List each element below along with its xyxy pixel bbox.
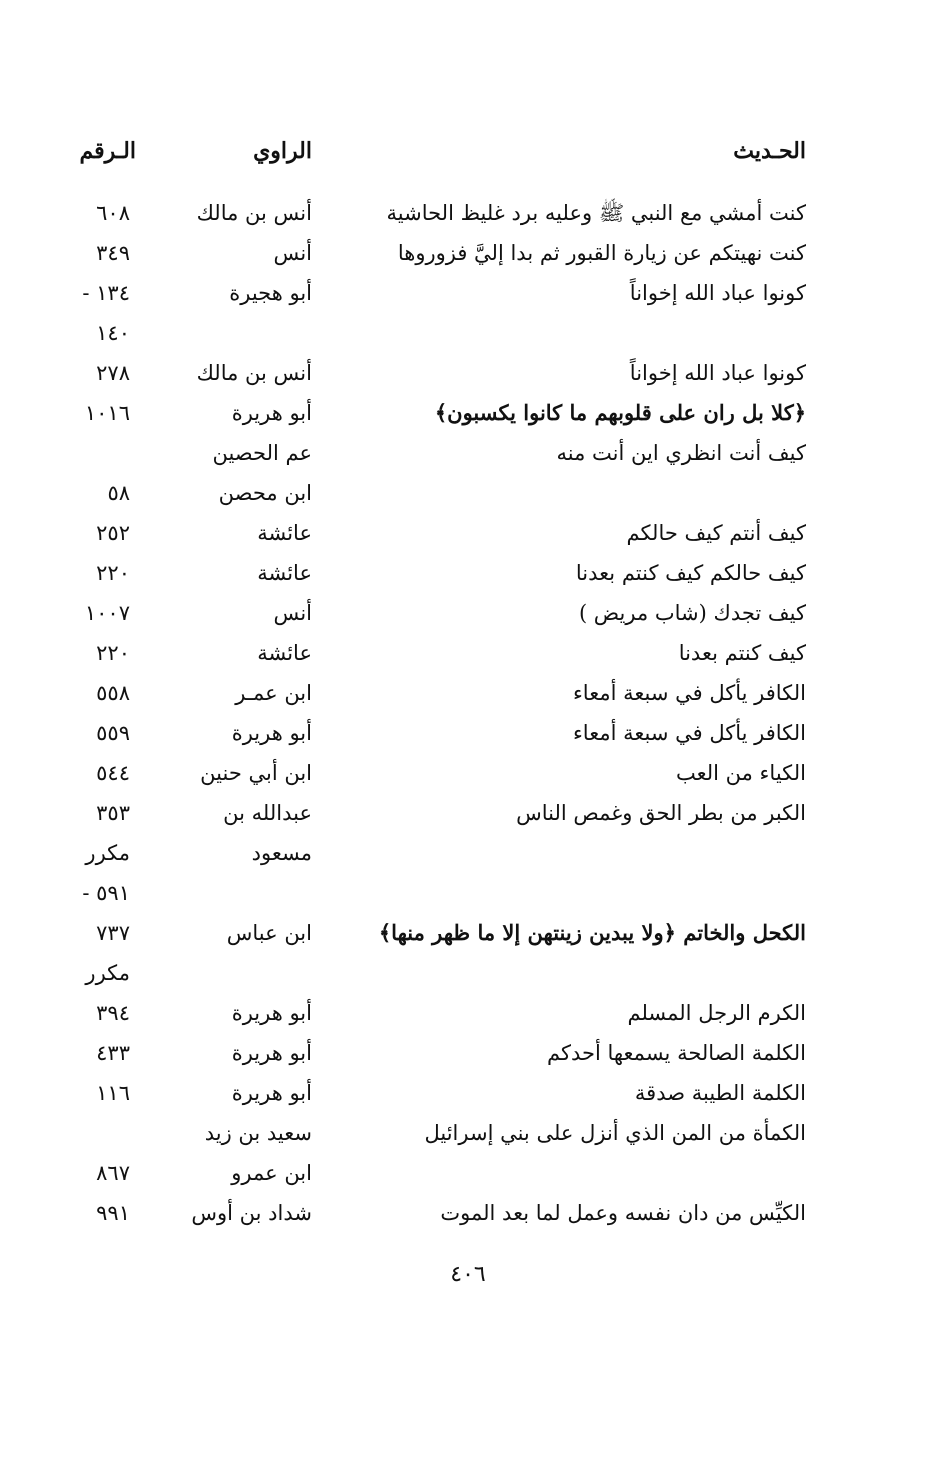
rawi-name: عائشة [257, 561, 312, 585]
table-row [0, 673, 936, 713]
rawi-name: أبو هريرة [231, 721, 312, 745]
rawi-name: سعيد بن زيد [204, 1121, 312, 1145]
hadith-text: الكيِّس من دان نفسه وعمل لما بعد الموت [440, 1201, 806, 1225]
table-row [0, 473, 936, 513]
hadith-number: ٨٦٧ [96, 1161, 130, 1185]
hadith-text: كيف أنتم كيف حالكم [626, 521, 806, 545]
hadith-number: مكرر [85, 841, 130, 865]
hadith-number: ٩٩١ [96, 1201, 130, 1225]
rawi-name: عبدالله بن [223, 801, 312, 825]
hadith-number: ٣٩٤ [96, 1001, 130, 1025]
table-row [0, 1073, 936, 1113]
hadith-number: ١٣٤ - [82, 281, 130, 305]
hadith-text: كونوا عباد الله إخواناً [629, 361, 806, 385]
header-rawi: الراوي [253, 138, 312, 164]
hadith-text: الكياء من العب [675, 761, 806, 785]
table-row [0, 233, 936, 273]
table-row [0, 833, 936, 873]
hadith-number: ٢٧٨ [96, 361, 130, 385]
rawi-name: ابن محصن [218, 481, 312, 505]
table-row [0, 633, 936, 673]
rawi-name: أنس [273, 601, 312, 625]
hadith-number: ٢٥٢ [96, 521, 130, 545]
hadith-text: كنت نهيتكم عن زيارة القبور ثم بدا إليَّ فزوروها [397, 241, 806, 265]
hadith-number: ١١٦ [96, 1081, 130, 1105]
hadith-number: مكرر [85, 961, 130, 985]
hadith-text: كيف حالكم كيف كنتم بعدنا [575, 561, 806, 585]
hadith-number: ٧٣٧ [96, 921, 130, 945]
rawi-name: عم الحصين [212, 441, 312, 465]
rawi-name: أنس [273, 241, 312, 265]
hadith-text: الكلمة الصالحة يسمعها أحدكم [546, 1041, 806, 1065]
hadith-number: ٦٠٨ [96, 201, 130, 225]
hadith-text: الكحل والخاتم ﴿ولا يبدين زينتهن إلا ما ظهر منها﴾ [378, 920, 806, 945]
table-row [0, 753, 936, 793]
rawi-name: أنس بن مالك [196, 361, 312, 385]
rawi-name: أبو هريرة [231, 1081, 312, 1105]
table-row [0, 1193, 936, 1233]
table-row [0, 913, 936, 953]
hadith-number: ٢٢٠ [96, 561, 130, 585]
table-row [0, 1153, 936, 1193]
hadith-number: ٣٥٣ [96, 801, 130, 825]
table-row [0, 793, 936, 833]
rawi-name: شداد بن أوس [191, 1201, 312, 1225]
hadith-text: الكافر يأكل في سبعة أمعاء [572, 681, 806, 705]
header-hadith: الحـديث [733, 138, 806, 164]
hadith-number: ٥٥٩ [96, 721, 130, 745]
rawi-name: أبو هريرة [231, 401, 312, 425]
hadith-number: ١٠٠٧ [84, 601, 130, 625]
table-row [0, 193, 936, 233]
hadith-number: ٥٩١ - [82, 881, 130, 905]
table-row [0, 873, 936, 913]
rawi-name: عائشة [257, 521, 312, 545]
hadith-text: كنت أمشي مع النبي ﷺ وعليه برد غليظ الحاشية [386, 201, 806, 225]
hadith-number: ٣٤٩ [96, 241, 130, 265]
hadith-text: كيف أنت انظري اين أنت منه [556, 441, 806, 465]
hadith-text: كيف كنتم بعدنا [678, 641, 806, 665]
rawi-name: ابن عباس [226, 921, 312, 945]
rawi-name: أبو هريرة [231, 1001, 312, 1025]
rawi-name: أبو هجيرة [229, 281, 312, 305]
page-number: ٤٠٦ [450, 1262, 486, 1287]
hadith-text: الكمأة من المن الذي أنزل على بني إسرائيل [424, 1121, 806, 1145]
hadith-number: ٢٢٠ [96, 641, 130, 665]
rawi-name: أبو هريرة [231, 1041, 312, 1065]
hadith-text: ﴿كلا بل ران على قلوبهم ما كانوا يكسبون﴾ [434, 400, 806, 425]
hadith-number: ١٤٠ [96, 321, 130, 345]
table-row [0, 353, 936, 393]
rawi-name: ابن عمـر [235, 681, 312, 705]
table-row [0, 1113, 936, 1153]
table-row [0, 993, 936, 1033]
hadith-number: ٥٥٨ [96, 681, 130, 705]
table-row [0, 593, 936, 633]
table-row [0, 713, 936, 753]
hadith-text: الكرم الرجل المسلم [627, 1001, 806, 1025]
header-number: الـرقم [79, 138, 136, 164]
hadith-number: ٤٣٣ [96, 1041, 130, 1065]
hadith-number: ٥٤٤ [96, 761, 130, 785]
table-row [0, 273, 936, 313]
rawi-name: ابن عمرو [231, 1161, 312, 1185]
hadith-number: ٥٨ [107, 481, 130, 505]
rawi-name: أنس بن مالك [196, 201, 312, 225]
table-row [0, 1033, 936, 1073]
hadith-text: كيف تجدك (شاب مريض ) [578, 601, 806, 625]
table-row [0, 553, 936, 593]
hadith-text: الكبر من بطر الحق وغمص الناس [516, 801, 806, 825]
table-row [0, 513, 936, 553]
rawi-name: مسعود [251, 841, 312, 865]
hadith-text: الكلمة الطيبة صدقة [634, 1081, 806, 1105]
table-row [0, 313, 936, 353]
rawi-name: ابن أبي حنين [200, 761, 312, 785]
table-row [0, 393, 936, 433]
hadith-text: كونوا عباد الله إخواناً [629, 281, 806, 305]
hadith-number: ١٠١٦ [84, 401, 130, 425]
table-row [0, 953, 936, 993]
table-row [0, 433, 936, 473]
rawi-name: عائشة [257, 641, 312, 665]
hadith-text: الكافر يأكل في سبعة أمعاء [572, 721, 806, 745]
